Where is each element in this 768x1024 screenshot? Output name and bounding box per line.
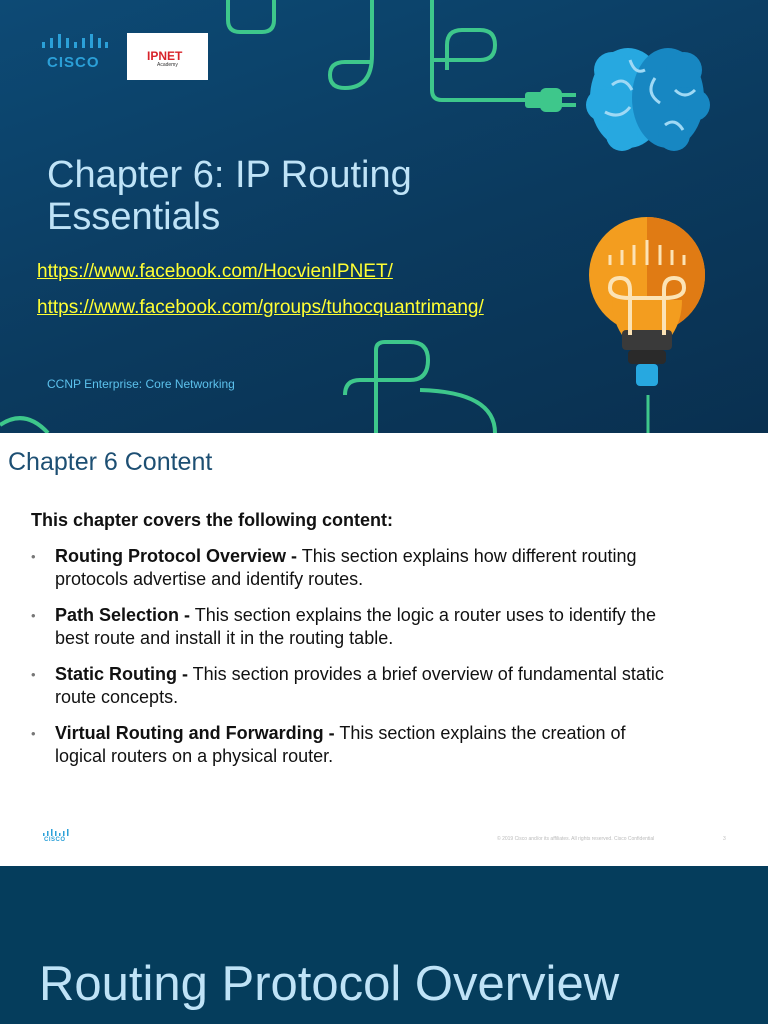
ipnet-logo-text: IPNET [147,49,183,63]
section-slide [0,866,768,1024]
slide-title-line2: Essentials [47,196,221,238]
bullet-icon: • [31,608,36,623]
facebook-page-link[interactable]: https://www.facebook.com/HocvienIPNET/ [37,261,393,282]
slide-title [47,154,467,238]
cisco-wordmark: CISCO [47,54,100,71]
bullet-icon: • [31,726,36,741]
ipnet-logo-subtext: Academy [157,62,178,68]
list-item-heading: Routing Protocol Overview - [55,546,298,566]
list-item-text: This section explains the creation of logical routers on a physical router. [55,723,626,766]
list-item-text: This section explains the logic a router uses to identify the best route and install it in the routing table. [55,605,656,648]
facebook-group-link[interactable]: https://www.facebook.com/groups/tuhocquantrimang/ [37,297,484,318]
slide-title-line1: Chapter 6: IP Routing [47,154,412,196]
plug-icon [525,88,576,112]
cisco-wordmark: CISCO [44,837,66,843]
copyright-text: © 2019 Cisco and/or its affiliates. All rights reserved. Cisco Confidential [497,836,655,842]
title-slide [0,0,768,433]
bullet-icon: • [31,549,36,564]
page-number: 3 [723,836,726,842]
brain-icon [586,48,710,151]
list-item-text: This section explains how different routing protocols advertise and identify routes. [55,546,637,589]
list-item-heading: Path Selection - [55,605,191,625]
content-slide [0,433,768,866]
list-item-heading: Virtual Routing and Forwarding - [55,723,335,743]
list-item-heading: Static Routing - [55,664,188,684]
lightbulb-icon [589,217,705,386]
section-title: Routing Protocol Overview [39,957,620,1011]
slide-title: Chapter 6 Content [8,448,213,476]
intro-text: This chapter covers the following content: [31,510,394,530]
list-item-text: This section provides a brief overview of fundamental static route concepts. [55,664,664,707]
course-name: CCNP Enterprise: Core Networking [47,377,235,391]
bullet-icon: • [31,667,36,682]
